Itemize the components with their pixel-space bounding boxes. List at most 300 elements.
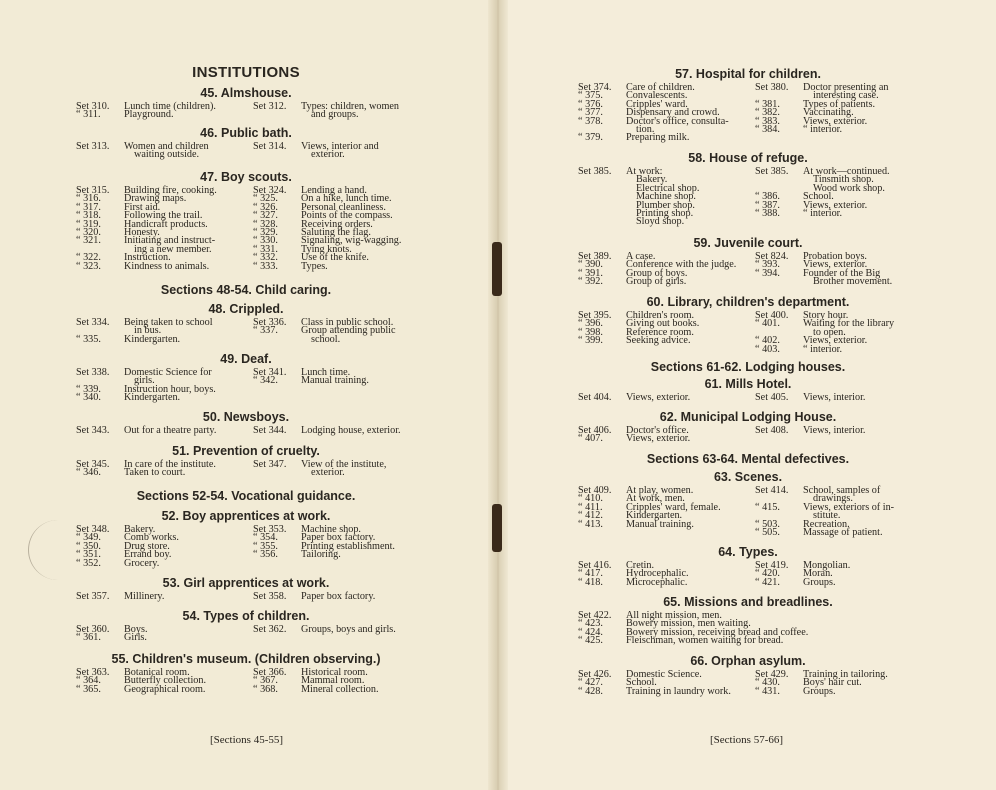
- section-title: 65. Missions and breadlines.: [663, 595, 833, 609]
- set-description: Recreation.: [803, 518, 850, 530]
- set-number: “ 328.: [253, 218, 278, 230]
- entry-column-right: [253, 103, 399, 120]
- set-description: Women and children: [124, 141, 209, 152]
- set-number: “ 379.: [578, 132, 603, 144]
- set-description: Grocery.: [124, 557, 160, 569]
- entry-column-left: [76, 369, 216, 403]
- set-number: “ 390.: [578, 259, 603, 271]
- entry-column-right: [755, 487, 894, 537]
- set-number: “ 402.: [755, 335, 780, 347]
- set-description: Brother movement.: [813, 276, 893, 288]
- set-description: Lunch time.: [301, 367, 351, 378]
- set-number: “ 367.: [253, 675, 278, 687]
- set-description: Mineral collection.: [301, 683, 379, 695]
- set-description: School.: [803, 191, 834, 203]
- set-description: girls.: [134, 375, 155, 387]
- set-description: Reference room.: [626, 326, 694, 338]
- set-entry: [253, 151, 379, 159]
- set-description: Bakery.: [636, 174, 668, 186]
- set-entry: [76, 111, 216, 119]
- set-description: Honesty.: [124, 227, 160, 239]
- set-description: Giving out books.: [626, 318, 700, 330]
- set-description: Instruction hour, boys.: [124, 383, 216, 395]
- set-entry: [76, 593, 164, 601]
- set-description: Training in tailoring.: [803, 669, 888, 680]
- section-title: 53. Girl apprentices at work.: [162, 576, 330, 590]
- set-description: A case.: [626, 251, 656, 262]
- entry-column-left: [578, 671, 731, 696]
- set-number: Set 360.: [76, 624, 110, 635]
- set-entry: [253, 683, 379, 695]
- set-entry: [253, 333, 396, 345]
- set-number: “ 330.: [253, 235, 278, 247]
- set-description: Out for a theatre party.: [124, 425, 217, 436]
- set-number: “ 329.: [253, 227, 278, 239]
- set-number: “ 361.: [76, 632, 101, 644]
- set-number: “ 352.: [76, 557, 101, 569]
- entry-column-right: [755, 84, 888, 134]
- set-description: Sloyd shop.: [636, 216, 685, 228]
- entry-column-right: [755, 253, 892, 287]
- set-number: Set 385.: [578, 166, 612, 177]
- set-description: Wood work shop.: [813, 182, 885, 194]
- set-number: “ 351.: [76, 549, 101, 561]
- set-number: “ 424.: [578, 626, 603, 638]
- set-description: Views, exterior.: [803, 259, 868, 271]
- set-description: in bus.: [134, 325, 162, 337]
- set-number: “ 311.: [76, 109, 101, 121]
- entry-column-right: [755, 671, 888, 696]
- set-entry: [253, 469, 386, 477]
- entry-column-right: [253, 427, 401, 435]
- set-number: “ 411.: [578, 501, 603, 513]
- right-page: [498, 0, 996, 790]
- set-description: Children's room.: [626, 310, 695, 321]
- set-number: Set 310.: [76, 101, 110, 112]
- set-number: “ 321.: [76, 235, 101, 247]
- section-title: 47. Boy scouts.: [200, 170, 292, 184]
- set-description: Views, exteriors of in-: [803, 501, 895, 513]
- set-description: Comb works.: [124, 532, 179, 544]
- section-title: 63. Scenes.: [713, 470, 783, 484]
- set-description: “ interior.: [803, 343, 843, 355]
- set-number: Set 374.: [578, 82, 612, 93]
- set-number: “ 318.: [76, 210, 101, 222]
- set-description: “ interior.: [803, 208, 843, 220]
- section-title: 55. Children's museum. (Children observing.): [111, 652, 381, 666]
- section-title: Sections 48-54. Child caring.: [160, 283, 332, 297]
- set-description: At work:: [626, 166, 663, 177]
- set-number: Set 404.: [578, 392, 612, 403]
- set-description: Preparing milk.: [626, 132, 690, 144]
- set-number: Set 338.: [76, 367, 110, 378]
- set-description: At work, men.: [626, 493, 685, 505]
- set-number: “ 386.: [755, 191, 780, 203]
- entry-column-right: [253, 461, 386, 478]
- set-number: “ 396.: [578, 318, 603, 330]
- set-description: Errand boy.: [124, 549, 172, 561]
- set-description: Use of the knife.: [301, 252, 369, 264]
- set-number: Set 343.: [76, 425, 110, 436]
- set-description: Printing establishment.: [301, 540, 395, 552]
- set-number: Set 357.: [76, 591, 110, 602]
- set-description: Probation boys.: [803, 251, 867, 262]
- section-title: 60. Library, children's department.: [646, 295, 850, 309]
- set-entry: [76, 260, 217, 272]
- set-description: Class in public school.: [301, 317, 394, 328]
- set-description: Groups.: [803, 685, 836, 697]
- entry-column-right: [253, 319, 396, 344]
- set-description: All night mission, men.: [626, 610, 722, 621]
- set-number: “ 421.: [755, 576, 780, 588]
- section-title: Sections 61-62. Lodging houses.: [650, 360, 846, 374]
- set-number: “ 339.: [76, 383, 101, 395]
- set-description: interesting case.: [813, 90, 879, 102]
- set-number: “ 376.: [578, 98, 603, 110]
- set-number: Set 406.: [578, 425, 612, 436]
- set-entry: [755, 343, 894, 355]
- set-description: Mongolian.: [803, 560, 851, 571]
- set-number: “ 381.: [755, 98, 780, 110]
- set-description: Seeking advice.: [626, 335, 691, 347]
- entry-column-right: [253, 187, 401, 271]
- set-description: Electrical shop.: [636, 182, 700, 194]
- entry-column-left: [76, 526, 179, 568]
- set-number: “ 423.: [578, 618, 603, 630]
- set-entry: [755, 427, 865, 435]
- set-number: “ 418.: [578, 576, 603, 588]
- entry-column-right: [755, 312, 894, 354]
- set-description: First aid.: [124, 201, 161, 213]
- set-description: Bowery mission, men waiting.: [626, 618, 751, 630]
- page-title: INSTITUTIONS: [192, 64, 300, 81]
- set-entry: [578, 394, 690, 402]
- set-description: Views, interior.: [803, 392, 866, 403]
- entry-column-left: [578, 84, 729, 143]
- set-description: Views, interior.: [803, 425, 866, 436]
- set-number: “ 323.: [76, 260, 101, 272]
- set-number: Set 380.: [755, 82, 789, 93]
- set-number: “ 355.: [253, 540, 278, 552]
- entry-column-left: [76, 461, 216, 478]
- set-description: Group attending public: [301, 325, 396, 337]
- set-description: waiting outside.: [134, 149, 200, 161]
- set-description: Manual training.: [626, 518, 694, 530]
- set-number: “ 399.: [578, 335, 603, 347]
- staple-bottom: [492, 504, 502, 552]
- set-description: Convalescents.: [626, 90, 688, 102]
- set-description: Lending a hand.: [301, 185, 367, 196]
- entry-column-left: [578, 312, 699, 346]
- set-number: “ 425.: [578, 635, 603, 647]
- set-description: Microcephalic.: [626, 576, 688, 588]
- set-entry: [76, 427, 216, 435]
- set-description: Paper box factory.: [301, 591, 376, 602]
- set-number: “ 317.: [76, 201, 101, 213]
- set-number: Set 429.: [755, 669, 789, 680]
- set-number: “ 420.: [755, 568, 780, 580]
- set-number: Set 400.: [755, 310, 789, 321]
- set-number: Set 824.: [755, 251, 789, 262]
- set-number: “ 331.: [253, 243, 278, 255]
- set-description: Group of boys.: [626, 267, 688, 279]
- section-title: 59. Juvenile court.: [693, 236, 803, 250]
- set-description: Types of patients.: [803, 98, 875, 110]
- set-number: Set 345.: [76, 459, 110, 470]
- set-entry: [578, 685, 731, 697]
- set-number: “ 322.: [76, 252, 101, 264]
- set-number: “ 428.: [578, 685, 603, 697]
- set-description: Manual training.: [301, 375, 369, 387]
- set-number: “ 365.: [76, 683, 101, 695]
- set-entry: [76, 634, 148, 642]
- set-description: Kindergarten.: [626, 510, 683, 522]
- set-description: Tailoring.: [301, 549, 341, 561]
- set-entry: [76, 333, 213, 345]
- set-number: Set 409.: [578, 485, 612, 496]
- set-description: School, samples of: [803, 485, 881, 496]
- section-title: 62. Municipal Lodging House.: [659, 410, 837, 424]
- section-title: 54. Types of children.: [182, 609, 310, 623]
- set-number: Set 315.: [76, 185, 110, 196]
- set-number: “ 403.: [755, 343, 780, 355]
- set-number: Set 314.: [253, 141, 287, 152]
- set-description: Being taken to school: [124, 317, 213, 328]
- set-entry: [578, 337, 699, 345]
- set-description: Botanical room.: [124, 667, 190, 678]
- set-number: “ 410.: [578, 493, 603, 505]
- set-entry: [578, 518, 721, 530]
- set-number: “ 326.: [253, 201, 278, 213]
- set-description: Hydrocephalic.: [626, 568, 689, 580]
- set-description: exterior.: [311, 149, 345, 161]
- set-description: Care of children.: [626, 82, 695, 93]
- set-number: Set 405.: [755, 392, 789, 403]
- set-description: Signaling, wig-wagging.: [301, 235, 402, 247]
- set-description: Taken to court.: [124, 467, 186, 479]
- set-description: Bakery.: [124, 524, 156, 535]
- set-number: “ 382.: [755, 107, 780, 119]
- set-number: “ 375.: [578, 90, 603, 102]
- set-description: Points of the compass.: [301, 210, 393, 222]
- set-number: Set 313.: [76, 141, 110, 152]
- set-number: Set 362.: [253, 624, 287, 635]
- set-entry: [253, 111, 399, 119]
- set-description: Groups, boys and girls.: [301, 624, 396, 635]
- set-description: Doctor presenting an: [803, 82, 889, 93]
- set-description: Moran.: [803, 568, 833, 580]
- set-description: Doctor's office.: [626, 425, 689, 436]
- set-description: tion.: [636, 124, 655, 136]
- set-number: Set 334.: [76, 317, 110, 328]
- set-number: “ 392.: [578, 276, 603, 288]
- set-number: Set 336.: [253, 317, 287, 328]
- set-description: Bowery mission, receiving bread and coffee.: [626, 626, 809, 638]
- set-description: Tying knots.: [301, 243, 352, 255]
- entry-column-left: [76, 669, 206, 694]
- section-title: 64. Types.: [718, 545, 778, 559]
- set-number: “ 413.: [578, 518, 603, 530]
- set-number: Set 422.: [578, 610, 612, 621]
- set-number: “ 356.: [253, 549, 278, 561]
- entry-column-left: [578, 487, 721, 529]
- set-number: Set 312.: [253, 101, 287, 112]
- set-number: “ 320.: [76, 227, 101, 239]
- set-number: Set 348.: [76, 524, 110, 535]
- set-entry: [253, 626, 396, 634]
- set-number: “ 319.: [76, 218, 101, 230]
- set-entry: [76, 394, 216, 402]
- set-number: “ 407.: [578, 433, 603, 445]
- entry-column-right: [755, 427, 865, 435]
- set-description: Views, exterior.: [803, 199, 868, 211]
- set-description: Types.: [301, 260, 328, 272]
- entry-column-right: [253, 526, 395, 560]
- set-description: Mammal room.: [301, 675, 365, 687]
- entry-column-left: [578, 394, 690, 402]
- set-description: Playground.: [124, 109, 174, 121]
- entry-column-left: [76, 143, 209, 160]
- set-number: “ 393.: [755, 259, 780, 271]
- set-description: Group of girls.: [626, 276, 687, 288]
- set-description: Types: children, women: [301, 101, 400, 112]
- set-number: “ 377.: [578, 107, 603, 119]
- entry-column-right: [253, 669, 379, 694]
- set-description: In care of the institute.: [124, 459, 216, 470]
- entry-column-left: [578, 562, 689, 587]
- set-description: Cripples' ward.: [626, 98, 688, 110]
- set-description: Handicraft products.: [124, 218, 208, 230]
- book-gutter: [488, 0, 508, 790]
- entry-column-left: [578, 612, 808, 646]
- set-number: Set 363.: [76, 667, 110, 678]
- entry-column-left: [76, 427, 216, 435]
- entry-column-right: [253, 369, 369, 386]
- set-entry: [253, 593, 375, 601]
- set-number: “ 505.: [755, 527, 780, 539]
- set-description: Machine shop.: [301, 524, 361, 535]
- set-description: Kindergarten.: [124, 333, 181, 345]
- set-entry: [578, 435, 690, 443]
- set-description: Drawing maps.: [124, 193, 187, 205]
- set-number: Set 395.: [578, 310, 612, 321]
- set-description: Drug store.: [124, 540, 170, 552]
- section-title: Sections 52-54. Vocational guidance.: [136, 489, 356, 503]
- set-number: “ 316.: [76, 193, 101, 205]
- set-number: “ 430.: [755, 677, 780, 689]
- entry-column-right: [253, 626, 396, 634]
- entry-column-left: [76, 626, 148, 643]
- set-description: Cretin.: [626, 560, 655, 571]
- entry-column-left: [76, 103, 216, 120]
- set-description: Initiating and instruct-: [124, 235, 216, 247]
- set-entry: [578, 134, 729, 142]
- set-description: At play, women.: [626, 485, 694, 496]
- set-number: “ 417.: [578, 568, 603, 580]
- entry-column-right: [253, 143, 379, 160]
- set-description: Paper box factory.: [301, 532, 376, 544]
- entry-column-left: [578, 427, 690, 444]
- set-entry: [578, 278, 736, 286]
- set-number: “ 391.: [578, 267, 603, 279]
- section-title: 57. Hospital for children.: [675, 67, 821, 81]
- set-description: Geographical room.: [124, 683, 206, 695]
- set-description: Domestic Science for: [124, 367, 212, 378]
- set-number: Set 358.: [253, 591, 287, 602]
- set-description: exterior.: [311, 467, 345, 479]
- left-footer: [Sections 45-55]: [210, 734, 284, 746]
- set-description: ing a new member.: [134, 243, 212, 255]
- set-entry: [755, 278, 892, 286]
- set-description: Girls.: [124, 632, 147, 644]
- set-entry: [755, 576, 850, 588]
- set-description: Domestic Science.: [626, 669, 702, 680]
- set-description: Lodging house, exterior.: [301, 425, 401, 436]
- set-description: View of the institute,: [301, 459, 387, 470]
- set-description: Views, exterior.: [803, 335, 868, 347]
- set-number: “ 325.: [253, 193, 278, 205]
- section-title: Sections 63-64. Mental defectives.: [646, 452, 850, 466]
- set-description: Vaccinating.: [803, 107, 854, 119]
- set-number: “ 333.: [253, 260, 278, 272]
- entry-column-left: [76, 593, 164, 601]
- entry-column-left: [76, 319, 213, 344]
- section-title: 49. Deaf.: [220, 352, 272, 366]
- set-description: School.: [626, 677, 657, 689]
- set-description: Waiting for the library: [803, 318, 895, 330]
- set-entry: [578, 576, 689, 588]
- set-description: Story hour.: [803, 310, 849, 321]
- set-description: Founder of the Big: [803, 267, 881, 279]
- set-number: “ 354.: [253, 532, 278, 544]
- set-description: Boys' hair cut.: [803, 677, 862, 689]
- section-title: 66. Orphan asylum.: [690, 654, 806, 668]
- set-description: Instruction.: [124, 252, 171, 264]
- set-description: Boys.: [124, 624, 148, 635]
- set-number: Set 416.: [578, 560, 612, 571]
- set-description: Plumber shop.: [636, 199, 695, 211]
- set-number: “ 368.: [253, 683, 278, 695]
- set-description: Receiving orders.: [301, 218, 373, 230]
- set-entry: [755, 210, 890, 218]
- set-number: “ 350.: [76, 540, 101, 552]
- set-description: Fleischman, women waiting for bread.: [626, 635, 784, 647]
- set-entry: [253, 377, 369, 385]
- set-description: Historical room.: [301, 667, 368, 678]
- set-description: Saluting the flag.: [301, 227, 371, 239]
- set-number: “ 431.: [755, 685, 780, 697]
- set-description: Views, interior and: [301, 141, 379, 152]
- set-description: stitute.: [813, 510, 841, 522]
- set-number: “ 327.: [253, 210, 278, 222]
- section-title: 45. Almshouse.: [200, 86, 292, 100]
- set-number: “ 332.: [253, 252, 278, 264]
- set-number: Set 324.: [253, 185, 287, 196]
- set-description: Views, exterior.: [626, 433, 691, 445]
- set-number: “ 503.: [755, 518, 780, 530]
- set-entry: [755, 394, 865, 402]
- set-description: and groups.: [311, 109, 359, 121]
- set-description: Training in laundry work.: [626, 685, 731, 697]
- set-description: Printing shop.: [636, 208, 694, 220]
- set-entry: [253, 260, 401, 272]
- set-entry: [578, 218, 699, 226]
- set-description: Following the trail.: [124, 210, 203, 222]
- set-entry: [253, 551, 395, 559]
- set-number: “ 384.: [755, 124, 780, 136]
- set-number: “ 364.: [76, 675, 101, 687]
- set-number: Set 385.: [755, 166, 789, 177]
